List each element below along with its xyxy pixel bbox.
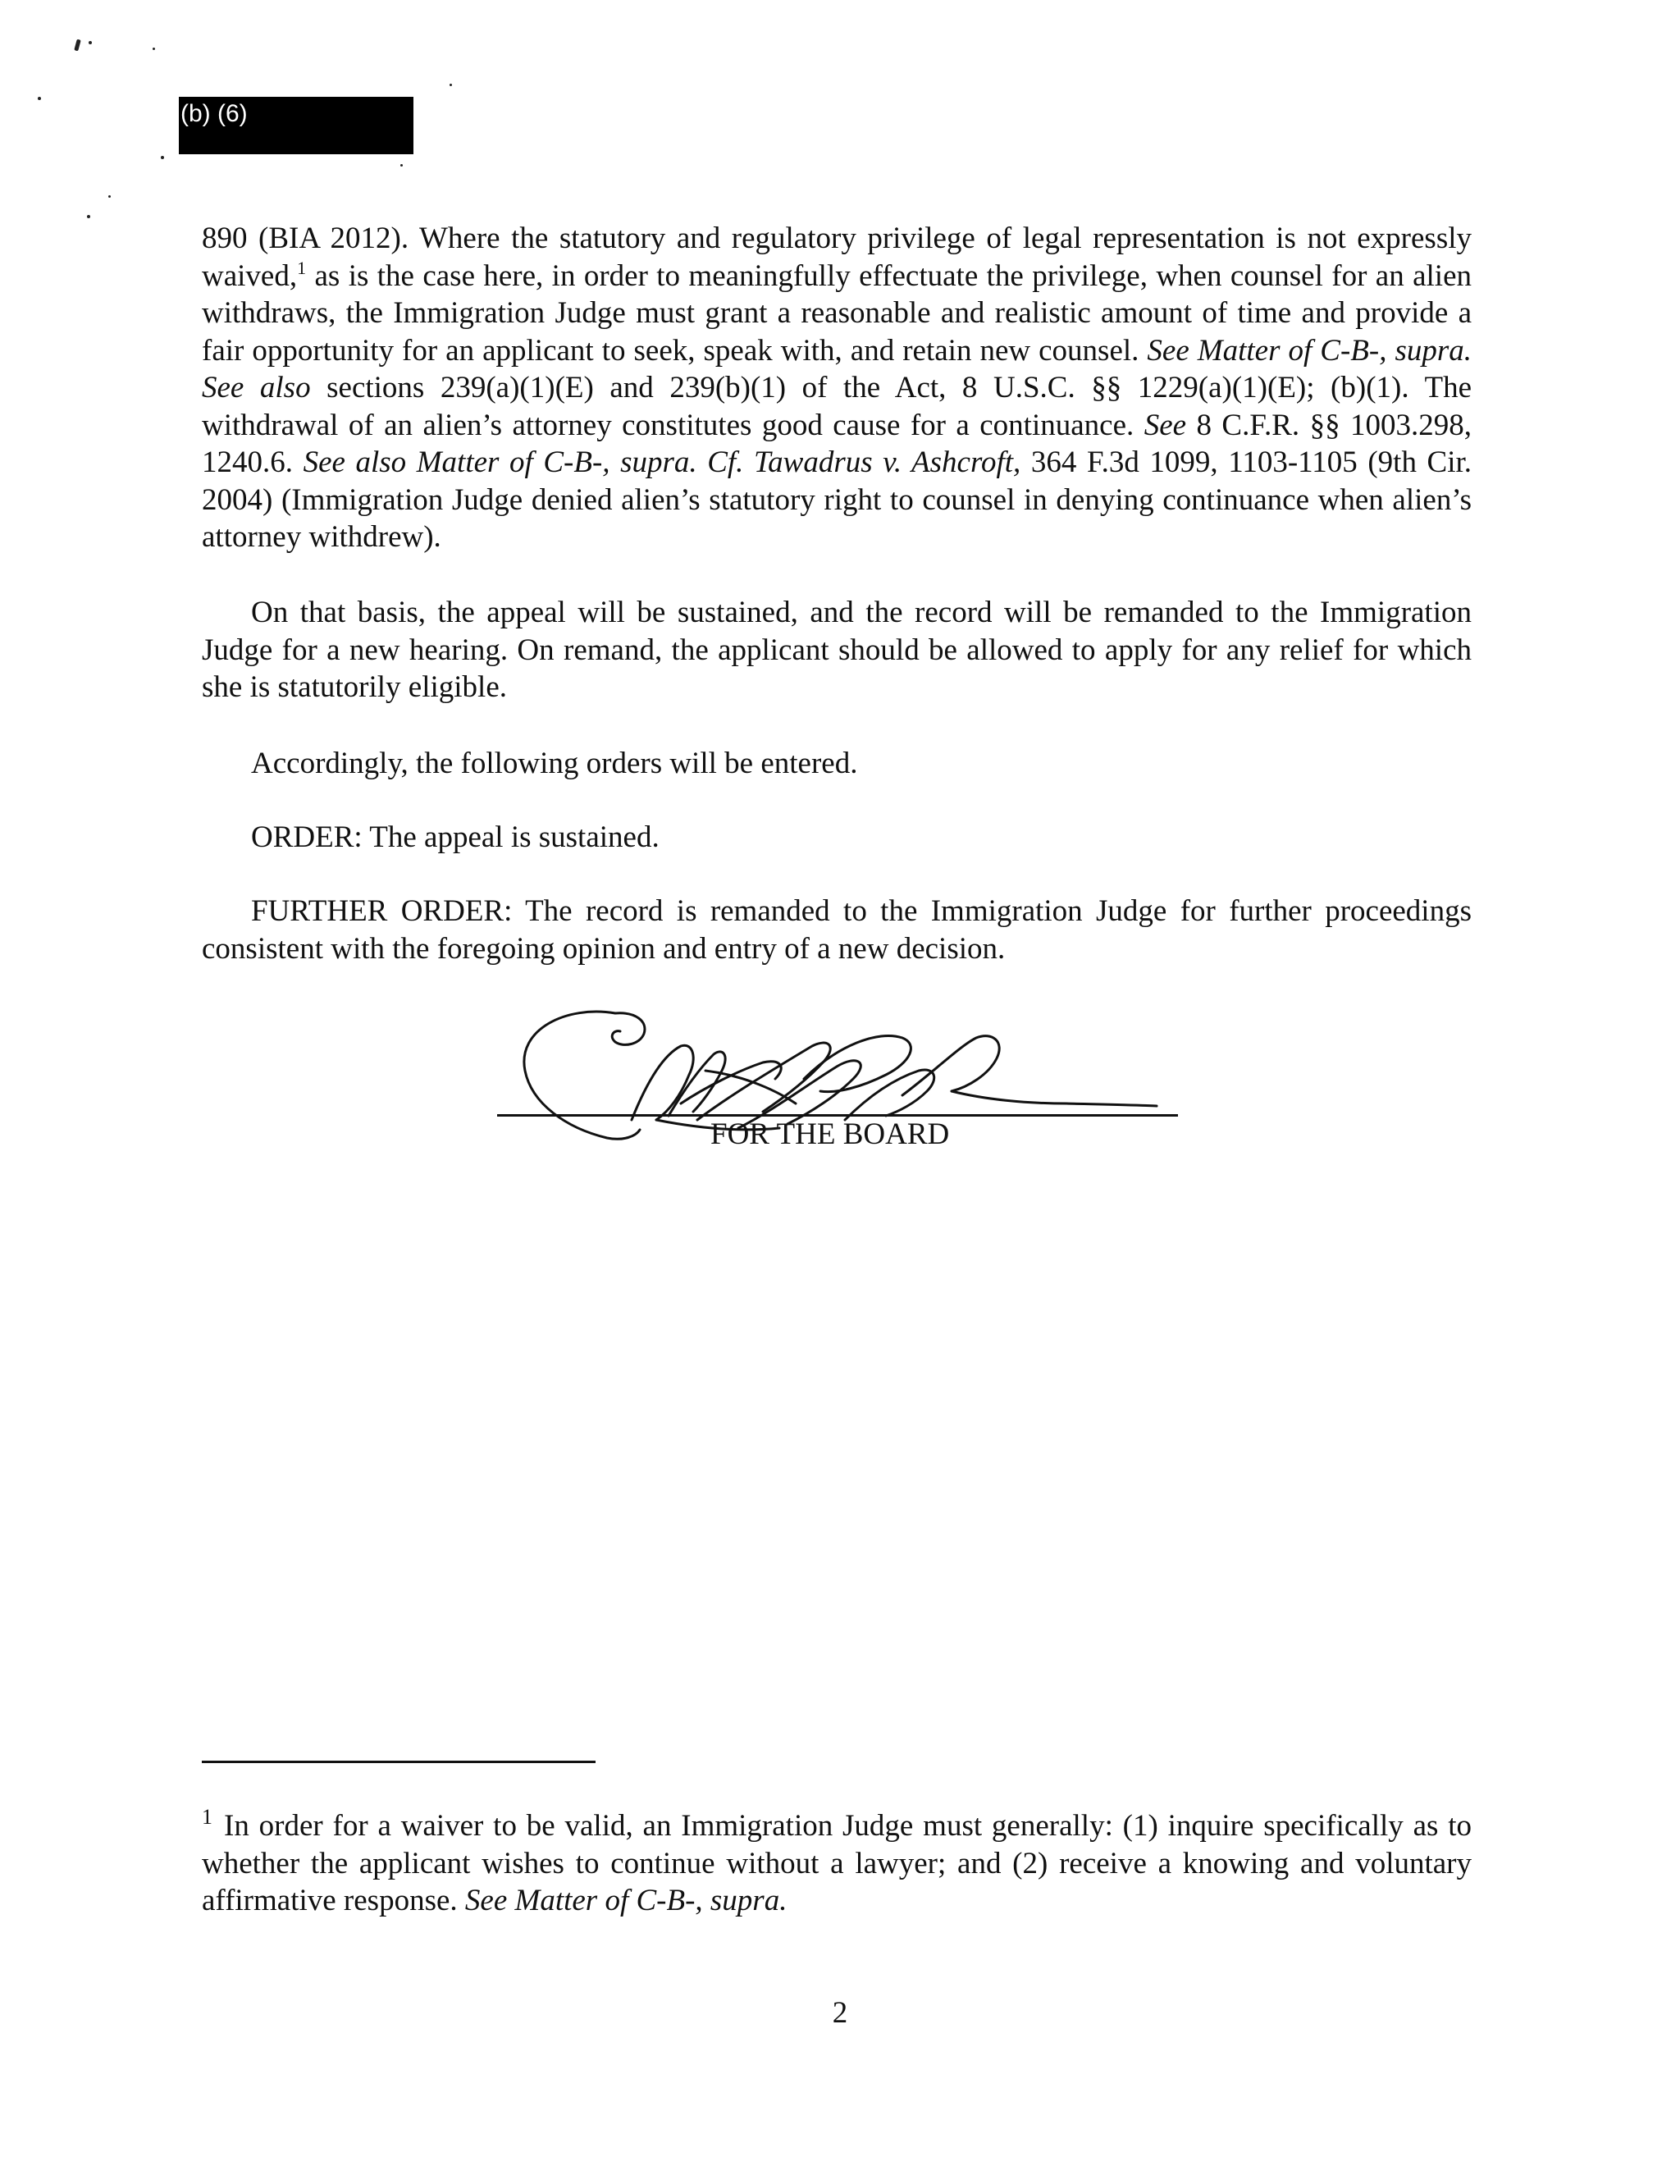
redaction-label: (b) (6) <box>180 100 248 127</box>
citation-italic: See also Matter of C-B-, supra. Cf. Tawadrus v. Ashcroft, <box>303 445 1021 479</box>
footnote-text: In order for a waiver to be valid, an Immigration Judge must generally: (1) inquire specifically as to whether the applicant wishes to continue without a lawyer; and (2) receive a knowing and voluntary affirmative response. <box>202 1809 1472 1917</box>
paragraph-text: 364 F.3d 1099, 1103-1105 (9th Cir. 2004) (Immigration Judge denied alien’s statutory right to counsel in denying continuance when alien’s attorney withdrew). <box>202 445 1472 554</box>
scan-speck <box>87 215 90 218</box>
further-order-paragraph: FURTHER ORDER: The record is remanded to the Immigration Judge for further proceedings consistent with the foregoing opinion and entry of a new decision. <box>202 894 1472 966</box>
scan-speck <box>153 48 155 50</box>
scan-speck <box>108 195 111 198</box>
citation-italic: See <box>1144 408 1187 442</box>
citation-italic: See Matter of C-B-, supra. See also <box>202 333 1472 404</box>
citation-italic: See Matter of C-B-, supra. <box>464 1884 788 1917</box>
scan-speck <box>450 84 452 86</box>
paragraph-text: 890 (BIA 2012). Where the statutory and regulatory privilege of legal representation is not expressly waived, <box>202 222 1472 293</box>
order-paragraph: ORDER: The appeal is sustained. <box>251 820 660 854</box>
footnote-number: 1 <box>202 1805 212 1829</box>
scan-speck <box>74 39 80 52</box>
scan-speck <box>89 41 92 44</box>
scan-speck <box>38 97 41 100</box>
paragraph-accordingly: Accordingly, the following orders will be entered. <box>251 747 858 780</box>
signature-label: FOR THE BOARD <box>710 1117 950 1151</box>
footnote-reference: 1 <box>297 257 307 278</box>
footnote <box>202 1807 1472 1920</box>
paragraph-text: 8 C.F.R. §§ 1003.298, 1240.6. <box>202 408 1472 479</box>
paragraph-remand: On that basis, the appeal will be sustained, and the record will be remanded to the Immigration Judge for a new hearing. On remand, the applicant should be allowed to apply for any relief for which she is statutorily eligible. <box>202 596 1472 704</box>
redaction-box <box>179 97 413 154</box>
scan-speck <box>161 156 164 159</box>
paragraph-text: sections 239(a)(1)(E) and 239(b)(1) of the Act, 8 U.S.C. §§ 1229(a)(1)(E); (b)(1). The withdrawal of an alien’s attorney constitutes good cause for a continuance. <box>202 371 1472 442</box>
scan-speck <box>400 164 403 167</box>
paragraph-continuation <box>202 220 1472 556</box>
paragraph-text: as is the case here, in order to meaningfully effectuate the privilege, when counsel for an alien withdraws, the Immigration Judge must grant a reasonable and realistic amount of time and provide a fair opportunity for an applicant to seek, speak with, and retain new counsel. <box>202 258 1472 368</box>
footnote-separator <box>202 1761 596 1763</box>
page-number: 2 <box>832 1996 848 2030</box>
